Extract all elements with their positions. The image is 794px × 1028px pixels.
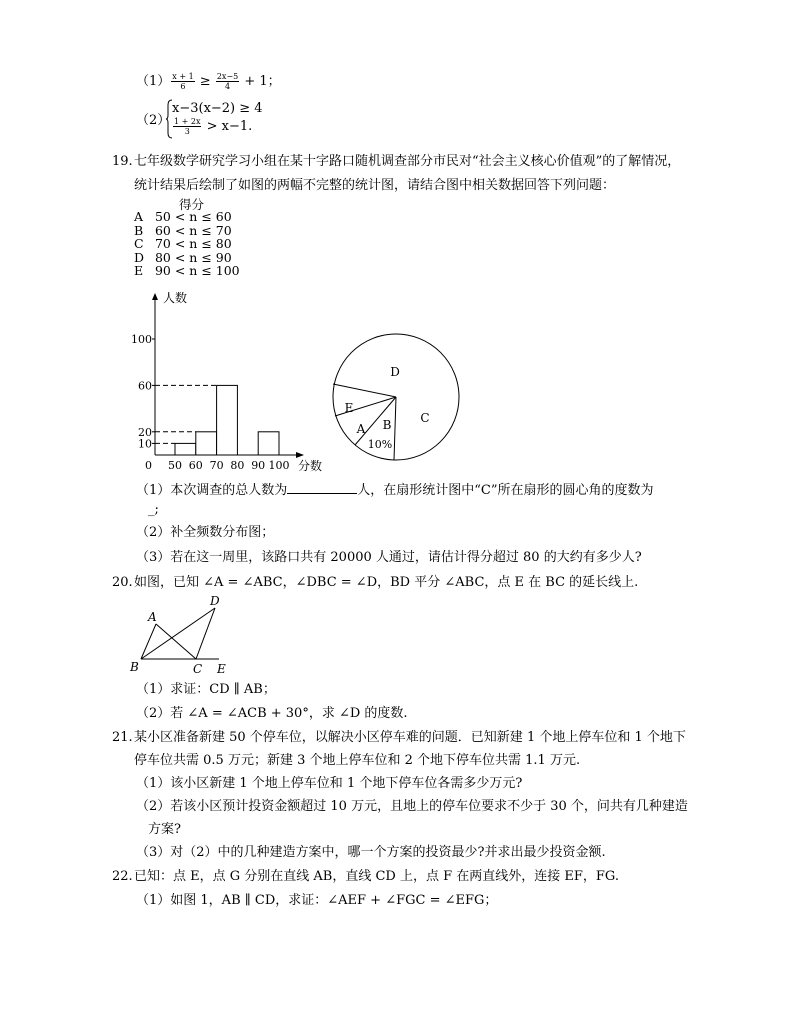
- q21-sub2-line1: （2）若该小区预计投资金额超过 10 万元，且地上的停车位要求不少于 30 个，问共有几种建造: [136, 799, 688, 814]
- pie-label-c: C: [420, 411, 430, 425]
- inequality-1: （1） $\frac{x + 1}{6}$ ≥ $\frac{2x-5}{4}$ + 1；: [136, 72, 281, 91]
- histogram-bar: [217, 385, 238, 455]
- pie-chart: [330, 330, 462, 464]
- pie-label-e: E: [344, 401, 354, 415]
- q20-sub1: （1）求证：CD ∥ AB；: [136, 682, 276, 697]
- q19-text-line1: 七年级数学研究学习小组在某十字路口随机调查部分市民对“社会主义核心价值观”的了解情况，: [134, 154, 681, 169]
- fraction-3: $\frac{1 + 2x}{3}$: [174, 117, 201, 136]
- q21-line1: 某小区准备新建 50 个停车位，以解决小区停车难的问题．已知新建 1 个地上停车位和 1 个地下: [134, 730, 686, 745]
- q20-figure: [126, 592, 236, 680]
- fraction-1: $\frac{x + 1}{6}$: [172, 72, 194, 91]
- x-tick-label: 50: [168, 459, 182, 472]
- q21-number: 21.: [112, 730, 133, 745]
- x-tick-label: 100: [268, 459, 290, 472]
- q20-text: 如图，已知 ∠A = ∠ABC，∠DBC = ∠D，BD 平分 ∠ABC，点 E 在 BC 的延长线上.: [134, 575, 639, 590]
- inequality-2-line1: x−3(x−2) ≥ 4: [172, 101, 263, 116]
- x-tick-label: 90: [251, 459, 266, 472]
- histogram-chart: [120, 284, 335, 480]
- q22-number: 22.: [112, 869, 133, 884]
- y-axis-label: 人数: [163, 291, 188, 305]
- score-table: [134, 210, 240, 278]
- pie-label-a: A: [356, 422, 366, 436]
- q19-sub2: （2）补全频数分布图；: [136, 525, 275, 540]
- q21-sub3: （3）对（2）中的几种建造方案中，哪一个方案的投资最少?并求出最少投资金额.: [136, 845, 606, 860]
- point-a-label: A: [148, 610, 157, 624]
- score-row: E 90 < n ≤ 100: [134, 263, 240, 278]
- pie-label-b: B: [382, 418, 392, 432]
- y-tick-label: 100: [131, 333, 152, 346]
- score-table-title: 得分: [179, 197, 205, 212]
- x-tick-label: 70: [209, 459, 224, 472]
- inequality-2-line2: $\frac{1 + 2x}{3}$ > x−1.: [174, 117, 253, 136]
- q21-line2: 停车位共需 0.5 万元；新建 3 个地上停车位和 2 个地下停车位共需 1.1 万元.: [134, 753, 581, 768]
- y-tick-label: 60: [138, 379, 152, 393]
- q20-number: 20.: [112, 575, 133, 590]
- segment-ac: [156, 624, 196, 659]
- x-axis-arrow: [296, 452, 304, 458]
- x-tick-label: 60: [188, 459, 203, 472]
- histogram-bar: [175, 443, 196, 455]
- score-row: B 60 < n ≤ 70: [134, 222, 232, 238]
- pie-divider-d-e: [333, 384, 396, 397]
- segment-cd: [196, 608, 215, 659]
- x-axis-label: 分数: [298, 459, 323, 473]
- pie-label-b-percent: 10%: [367, 438, 393, 451]
- point-b-label: B: [130, 660, 139, 674]
- score-row: C 70 < n ≤ 80: [134, 236, 232, 251]
- q19-sub3: （3）若在这一周里，该路口共有 20000 人通过，请估计得分超过 80 的大约有多少人?: [136, 550, 642, 565]
- q20-sub2: （2）若 ∠A = ∠ACB + 30°，求 ∠D 的度数.: [136, 706, 408, 721]
- y-tick-label: 20: [138, 425, 152, 439]
- q19-sub1-tail: _;: [148, 502, 159, 517]
- answer-blank: [287, 481, 357, 494]
- score-row: D 80 < n ≤ 90: [134, 249, 232, 265]
- q19-sub1: （1）本次调查的总人数为 人，在扇形统计图中“C”所在扇形的圆心角的度数为: [136, 483, 654, 498]
- q19-text-line2: 统计结果后绘制了如图的两幅不完整的统计图，请结合图中相关数据回答下列问题：: [134, 178, 616, 193]
- q22-text: 已知：点 E，点 G 分别在直线 AB，直线 CD 上，点 F 在两直线外，连接 EF，FG.: [134, 869, 619, 884]
- point-e-label: E: [217, 662, 226, 676]
- histogram-bar: [258, 432, 279, 455]
- histogram-bar: [196, 432, 217, 455]
- y-axis-arrow: [152, 293, 158, 300]
- q21-sub2-line2: 方案?: [148, 822, 181, 837]
- score-row: A 50 < n ≤ 60: [134, 209, 232, 224]
- q21-sub1: （1）该小区新建 1 个地上停车位和 1 个地下停车位各需多少万元?: [136, 776, 523, 791]
- point-c-label: C: [193, 662, 203, 676]
- fraction-2: $\frac{2x-5}{4}$: [216, 72, 239, 91]
- pie-label-d: D: [390, 365, 400, 379]
- q22-sub1: （1）如图 1，AB ∥ CD，求证：∠AEF + ∠FGC = ∠EFG；: [136, 893, 498, 908]
- point-d-label: D: [210, 594, 220, 608]
- inequality-2-label: （2）: [136, 113, 171, 128]
- q19-number: 19.: [112, 154, 133, 169]
- x-tick-label: 80: [230, 459, 245, 472]
- y-tick-label: 10: [138, 437, 152, 451]
- origin-label: 0: [145, 459, 152, 472]
- pie-divider-b-c: [394, 397, 396, 460]
